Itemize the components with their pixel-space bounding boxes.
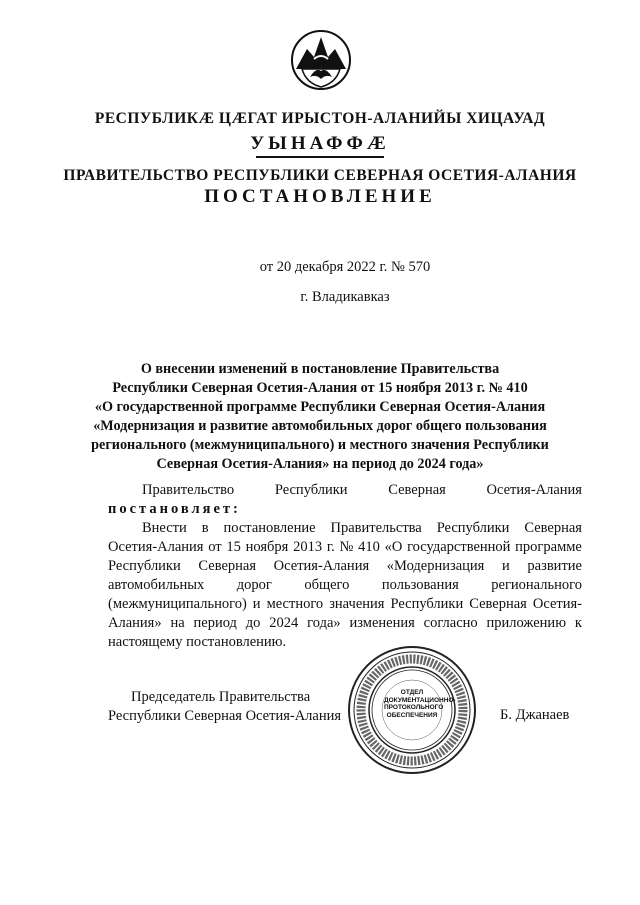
body-word: приложению (486, 615, 567, 631)
header-line-ossetian: РЕСПУБЛИКӔ ЦӔГАТ ИРЫСТОН-АЛАНИЙЫ ХИЦАУАД (94, 110, 546, 127)
body-word: № (339, 539, 354, 555)
body-word: Правительства (330, 520, 422, 536)
body-word: государственной (407, 539, 511, 555)
document-city: г. Владикавказ (300, 289, 390, 305)
body-word: 2013 (293, 539, 323, 555)
body-word: Осетия-Алания (486, 482, 582, 498)
body-word: Внести (142, 520, 187, 536)
body-word: Республики (108, 558, 181, 574)
body-word: «Модернизация (386, 558, 485, 574)
body-word: 2024 (269, 615, 299, 631)
document-subject (70, 360, 570, 474)
body-word: к (574, 615, 582, 631)
body-line (108, 557, 582, 576)
document-date-number: от 20 декабря 2022 г. № 570 (259, 259, 431, 275)
body-word: Северная (469, 596, 527, 612)
body-line (108, 538, 582, 557)
subject-line: «Модернизация и развитие автомобильных дорог общего пользования (93, 418, 547, 434)
body-word: и (502, 558, 510, 574)
body-line (108, 519, 582, 538)
subject-line: Северная Осетия-Алания» на период до 2024 года» (156, 456, 484, 472)
body-word: на (170, 615, 185, 631)
body-word: Республики (390, 596, 464, 612)
subject-line: Республики Северная Осетия-Алания от 15 ноября 2013 г. № 410 (112, 380, 528, 396)
body-word: пользования (381, 577, 459, 593)
document-body (108, 481, 582, 652)
body-word: от (208, 539, 222, 555)
body-line (108, 576, 582, 595)
body-word: значения (329, 596, 385, 612)
body-word: Осетия- (532, 596, 582, 612)
body-word: Алания» (108, 615, 162, 631)
body-line (108, 633, 582, 652)
title-underline (256, 156, 384, 158)
subject-line: регионального (межмуниципального) и местного значения Республики (91, 437, 549, 453)
body-word: до (245, 615, 261, 631)
body-word: и (252, 596, 261, 612)
seal-label-line: ОБЕСПЕЧЕНИЯ (386, 711, 438, 719)
subject-line: «О государственной программе Республики Северная Осетия-Алания (94, 399, 546, 415)
document-type-title: ПОСТАНОВЛЕНИЕ (204, 186, 436, 207)
position-line: Председатель Правительства (131, 689, 311, 705)
body-word: Северная (388, 482, 446, 498)
signatory-position (108, 688, 348, 726)
body-word: «О (384, 539, 403, 555)
body-word: Осетия-Алания (273, 558, 370, 574)
body-word: согласно (423, 615, 478, 631)
body-text: настоящему постановлению. (108, 634, 287, 650)
body-word: Республики (274, 482, 348, 498)
body-word: года» (307, 615, 341, 631)
seal-label-line: ОТДЕЛ (400, 689, 424, 696)
body-word: общего (304, 577, 350, 593)
body-word: дорог (236, 577, 272, 593)
body-line (108, 481, 582, 500)
body-word: автомобильных (108, 577, 205, 593)
body-line (108, 614, 582, 633)
body-word: (межмуниципального) (108, 596, 247, 612)
body-word: ноября (245, 539, 289, 555)
body-word: регионального (491, 577, 582, 593)
body-line (108, 500, 582, 519)
body-word: период (193, 615, 237, 631)
coat-of-arms-emblem-icon (290, 27, 352, 93)
body-word: программе (515, 539, 582, 555)
seal-label-line: ПРОТОКОЛЬНОГО (384, 704, 444, 711)
body-word: Правительство (142, 482, 235, 498)
body-word: 15 (226, 539, 241, 555)
body-word: развитие (527, 558, 582, 574)
position-line: Республики Северная Осетия-Алания (108, 708, 342, 724)
body-word: постановление (223, 520, 316, 536)
body-word: местного (266, 596, 324, 612)
body-word: 410 (358, 539, 380, 555)
body-word: Северная (198, 558, 257, 574)
header-title-ossetian: УЫНАФФӔ (250, 133, 390, 154)
body-line (108, 595, 582, 614)
seal-label-line: ДОКУМЕНТАЦИОННО- (384, 696, 456, 704)
body-word: изменения (349, 615, 415, 631)
body-word: в (201, 520, 209, 536)
resolves-word: постановляет: (108, 501, 241, 517)
body-word: г. (326, 539, 335, 555)
body-word: Осетия-Алания (108, 539, 204, 555)
body-word: Северная (524, 520, 582, 536)
signatory-name: Б. Джанаев (500, 707, 570, 723)
header-line-russian: ПРАВИТЕЛЬСТВО РЕСПУБЛИКИ СЕВЕРНАЯ ОСЕТИЯ-АЛАНИЯ (63, 167, 577, 184)
seal-center-label (384, 689, 456, 719)
subject-line: О внесении изменений в постановление Правительства (140, 361, 500, 377)
body-word: Республики (436, 520, 510, 536)
